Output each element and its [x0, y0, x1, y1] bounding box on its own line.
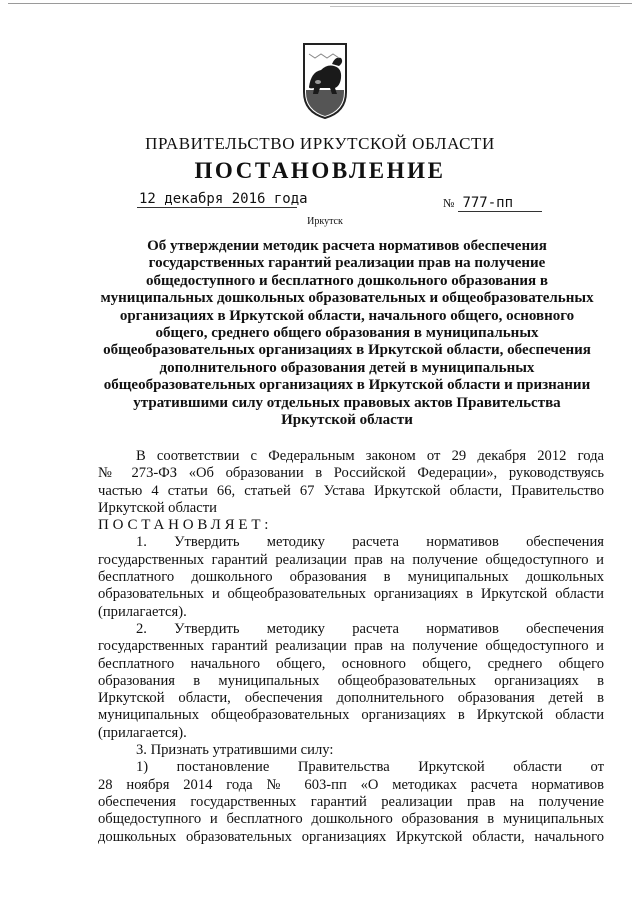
heading-line: Об утверждении методик расчета нормативов обеспечения — [147, 238, 547, 254]
body-line: 28 ноября 2014 года № 603-пп «О методиках расчета нормативов — [98, 776, 604, 793]
heading-line: государственных гарантий реализации прав на получение — [148, 255, 546, 272]
decree-body — [98, 448, 604, 846]
document-date: 12 декабря 2016 года — [139, 191, 308, 207]
heading-line: Иркутской области — [281, 412, 413, 429]
body-line: образовательных и общеобразовательных организациях в Иркутской области — [98, 586, 604, 603]
city-name: Иркутск — [307, 216, 343, 227]
decree-word: ПОСТАНОВЛЯЕТ: — [98, 517, 273, 534]
scan-top-edge-secondary — [330, 6, 620, 7]
body-line: Иркутской области, обеспечения дополнительного образования детей в — [98, 690, 604, 707]
document-number — [443, 194, 549, 212]
body-line: В соответствии с Федеральным законом от 29 декабря 2012 года — [136, 448, 604, 464]
heading-line: общедоступного и бесплатного дошкольного образования в — [145, 272, 548, 289]
coat-of-arms-emblem — [301, 42, 349, 120]
heading-line: организациях в Иркутской области, начального общего, основного — [119, 307, 575, 324]
heading-line: муниципальных дошкольных образовательных и общеобразовательных — [100, 290, 594, 307]
body-line: частью 4 статьи 66, статьей 67 Устава Иркутской области, Правительство — [98, 482, 604, 499]
document-type-title: ПОСТАНОВЛЕНИЕ — [194, 158, 446, 183]
body-line: образования в муниципальных общеобразовательных организациях в — [98, 672, 604, 689]
government-name: ПРАВИТЕЛЬСТВО ИРКУТСКОЙ ОБЛАСТИ — [145, 134, 495, 153]
body-line: (прилагается). — [98, 724, 187, 741]
body-line: 1. Утвердить методику расчета нормативов обеспечения — [136, 534, 604, 551]
heading-line: общеобразовательных организациях в Иркутской области, обеспечения — [103, 342, 591, 359]
body-line: 2. Утвердить методику расчета нормативов обеспечения — [136, 620, 604, 637]
scan-top-edge — [8, 3, 632, 4]
body-line: 3. Признать утратившими силу: — [136, 742, 334, 759]
body-line: бесплатного дошкольного образования в муниципальных дошкольных — [98, 569, 604, 586]
body-line: (прилагается). — [98, 603, 187, 620]
body-line: обеспечения государственных гарантий реализации прав на получение — [98, 793, 604, 810]
body-line: государственных гарантий реализации прав на получение общедоступного и — [98, 638, 604, 655]
number-value: 777-пп — [458, 195, 542, 212]
heading-line: утратившими силу отдельных правовых актов Правительства — [133, 394, 561, 411]
heading-line: общеобразовательных организациях в Иркутской области и признании — [103, 377, 591, 394]
body-line: дошкольных образовательных организациях Иркутской области, начального — [98, 828, 604, 845]
heading-line: дополнительного образования детей в муниципальных — [159, 359, 535, 376]
body-line: бесплатного начального общего, основного общего, среднего общего — [98, 655, 604, 672]
body-line: общедоступного и бесплатного дошкольного образования в муниципальных — [98, 811, 604, 828]
body-line: государственных гарантий реализации прав на получение общедоступного и — [98, 551, 604, 568]
body-line: 1) постановление Правительства Иркутской области от — [136, 759, 604, 776]
number-sign: № — [443, 196, 455, 210]
decree-heading — [88, 238, 606, 429]
heading-line: общего, среднего общего образования в муниципальных — [155, 325, 539, 342]
body-line: № 273-ФЗ «Об образовании в Российской Федерации», руководствуясь — [98, 465, 604, 482]
body-line: муниципальных общеобразовательных организациях в Иркутской области — [98, 707, 604, 724]
body-line: Иркутской области — [98, 499, 217, 516]
